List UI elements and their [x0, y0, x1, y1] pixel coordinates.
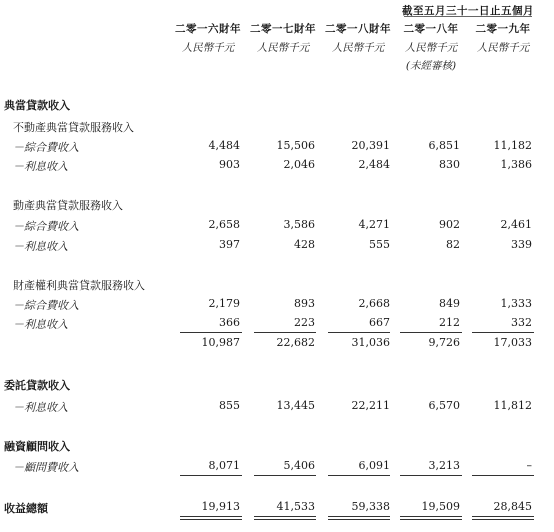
column-header-period: 二零一九年	[475, 23, 531, 35]
row-label: －利息收入	[13, 240, 68, 253]
total-double-rule	[472, 519, 534, 520]
cell-value: 4,271	[358, 218, 390, 231]
cell-value: 6,091	[358, 459, 390, 472]
cell-value: –	[526, 459, 532, 472]
total-double-rule	[472, 516, 534, 517]
cell-value: 22,211	[351, 399, 390, 412]
column-header-period: 二零一七財年	[250, 23, 316, 35]
cell-value: 15,506	[276, 139, 315, 152]
total-value: 59,338	[351, 500, 390, 513]
section-heading: 典當貸款收入	[4, 99, 70, 112]
total-double-rule	[400, 516, 462, 517]
subtotal-value: 17,033	[493, 336, 532, 349]
cell-value: 2,658	[208, 218, 240, 231]
cell-value: 223	[294, 316, 315, 329]
subsection-heading: 財產權利典當貸款服務收入	[13, 279, 145, 292]
subtotal-rule	[254, 332, 316, 333]
cell-value: 2,046	[283, 158, 315, 171]
column-header-unit: 人民幣千元	[404, 42, 458, 54]
row-label: －利息收入	[13, 318, 68, 331]
subtotal-rule	[472, 332, 534, 333]
cell-value: 11,182	[493, 139, 532, 152]
column-header-period: 二零一八財年	[325, 23, 391, 35]
total-value: 19,509	[421, 500, 460, 513]
total-label: 收益總額	[4, 502, 48, 515]
total-top-rule	[180, 475, 242, 476]
row-label: －綜合費收入	[13, 220, 79, 233]
cell-value: 667	[369, 316, 390, 329]
row-label: －利息收入	[13, 160, 68, 173]
row-label: －綜合費收入	[13, 299, 79, 312]
cell-value: 13,445	[276, 399, 315, 412]
row-label: －利息收入	[13, 401, 68, 414]
column-header-unit: 人民幣千元	[331, 42, 385, 54]
cell-value: 1,333	[500, 297, 532, 310]
total-double-rule	[400, 519, 462, 520]
subtotal-value: 22,682	[276, 336, 315, 349]
column-header-period: 二零一八年	[403, 23, 459, 35]
subtotal-rule	[180, 332, 242, 333]
section-heading: 委託貸款收入	[4, 379, 70, 392]
subsection-heading: 不動產典當貸款服務收入	[13, 121, 134, 134]
cell-value: 2,179	[208, 297, 240, 310]
cell-value: 332	[511, 316, 532, 329]
cell-value: 2,484	[358, 158, 390, 171]
cell-value: 893	[294, 297, 315, 310]
unaudited-note: (未經審核)	[405, 60, 457, 72]
total-value: 28,845	[493, 500, 532, 513]
cell-value: 1,386	[500, 158, 532, 171]
cell-value: 212	[439, 316, 460, 329]
total-double-rule	[180, 519, 242, 520]
total-top-rule	[472, 475, 534, 476]
total-double-rule	[254, 516, 316, 517]
cell-value: 855	[219, 399, 240, 412]
cell-value: 849	[439, 297, 460, 310]
row-label: －顧問費收入	[13, 461, 79, 474]
subtotal-rule	[400, 332, 462, 333]
cell-value: 830	[439, 158, 460, 171]
row-label: －綜合費收入	[13, 141, 79, 154]
cell-value: 11,812	[493, 399, 532, 412]
cell-value: 366	[219, 316, 240, 329]
total-double-rule	[328, 516, 390, 517]
column-header-period: 二零一六財年	[175, 23, 241, 35]
column-header-unit: 人民幣千元	[256, 42, 310, 54]
section-heading: 融資顧問收入	[4, 440, 70, 453]
cell-value: 3,213	[428, 459, 460, 472]
cell-value: 555	[369, 238, 390, 251]
cell-value: 6,570	[428, 399, 460, 412]
column-header-unit: 人民幣千元	[476, 42, 530, 54]
cell-value: 3,586	[283, 218, 315, 231]
cell-value: 339	[511, 238, 532, 251]
cell-value: 397	[219, 238, 240, 251]
cell-value: 20,391	[351, 139, 390, 152]
total-top-rule	[254, 475, 316, 476]
cell-value: 82	[446, 238, 460, 251]
cell-value: 4,484	[208, 139, 240, 152]
total-double-rule	[328, 519, 390, 520]
cell-value: 428	[294, 238, 315, 251]
subtotal-value: 31,036	[351, 336, 390, 349]
cell-value: 2,668	[358, 297, 390, 310]
cell-value: 903	[219, 158, 240, 171]
cell-value: 8,071	[208, 459, 240, 472]
cell-value: 5,406	[283, 459, 315, 472]
cell-value: 902	[439, 218, 460, 231]
total-top-rule	[328, 475, 390, 476]
total-top-rule	[400, 475, 462, 476]
total-value: 41,533	[276, 500, 315, 513]
subtotal-value: 10,987	[201, 336, 240, 349]
column-header-unit: 人民幣千元	[181, 42, 235, 54]
subtotal-value: 9,726	[428, 336, 460, 349]
total-double-rule	[254, 519, 316, 520]
span-header-rule	[404, 16, 532, 17]
period-span-header: 截至五月三十一日止五個月	[402, 5, 534, 17]
cell-value: 6,851	[428, 139, 460, 152]
subsection-heading: 動產典當貸款服務收入	[13, 199, 123, 212]
total-value: 19,913	[201, 500, 240, 513]
total-double-rule	[180, 516, 242, 517]
subtotal-rule	[328, 332, 390, 333]
cell-value: 2,461	[500, 218, 532, 231]
